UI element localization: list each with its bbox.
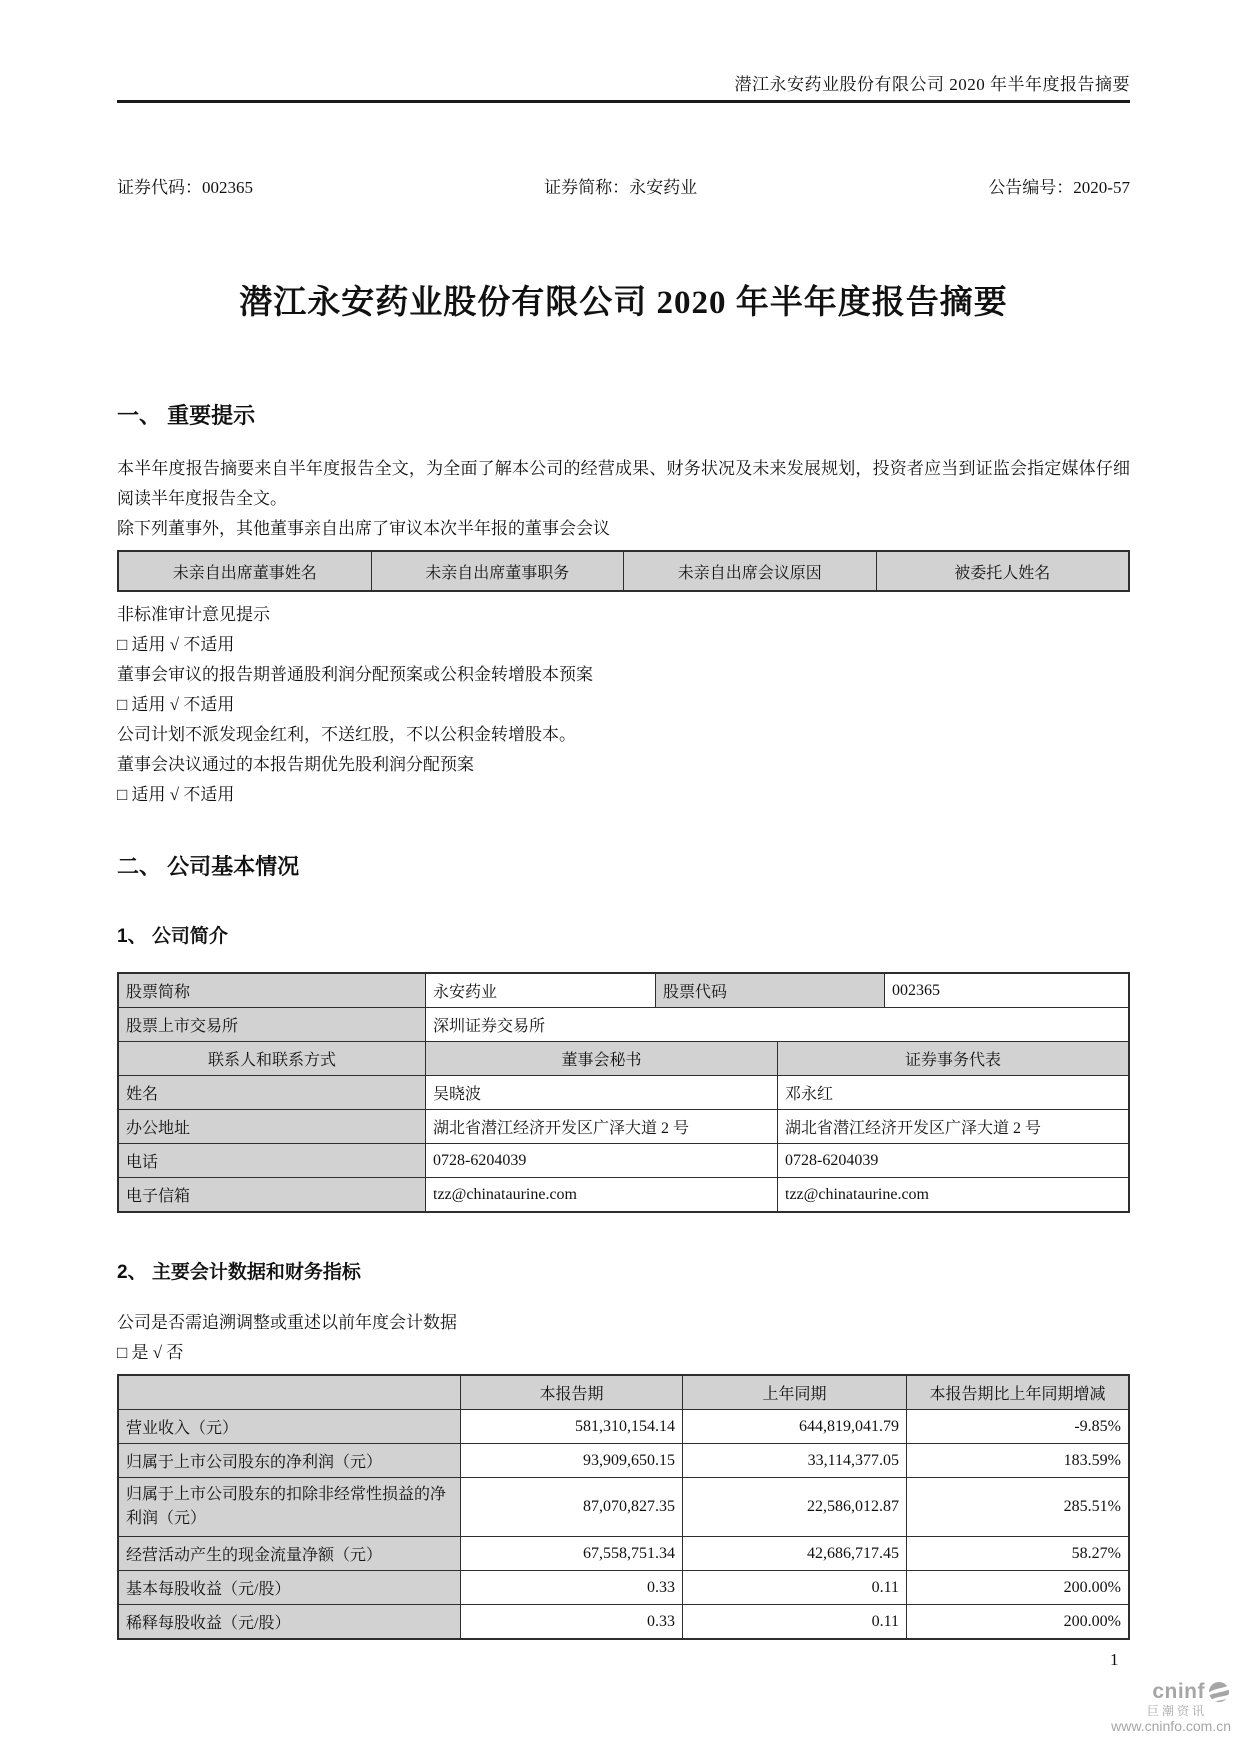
exchange-value-cell: 深圳证券交易所 [425,1008,1128,1041]
table-row [119,1007,1128,1041]
section-heading-company-basics: 二、 公司基本情况 [117,854,300,879]
revenue-current-cell: 581,310,154.14 [460,1410,682,1443]
stock-code: 证券代码：002365 [117,178,253,197]
representative-phone-cell: 0728-6204039 [777,1144,1128,1177]
table-row [119,1570,1128,1604]
phone-label-cell: 电话 [119,1144,425,1177]
important-notice-paragraph: 本半年度报告摘要来自半年度报告全文，为全面了解本公司的经营成果、财务状况及未来发展规划，投资者应当到证监会指定媒体仔细阅读半年度报告全文。 [117,459,1130,508]
operating-cash-flow-current-cell: 67,558,751.34 [460,1537,682,1570]
cninfo-url: www.cninfo.com.cn [1111,1718,1231,1735]
applicable-checkbox-line-1: □ 适用 √ 不适用 [117,635,235,654]
page-title: 潜江永安药业股份有限公司 2020 年半年度报告摘要 [239,285,1008,321]
restatement-question: 公司是否需追溯调整或重述以前年度会计数据 [117,1313,457,1332]
absent-table-header-position: 未亲自出席董事职务 [371,552,624,590]
absent-directors-table [117,550,1130,592]
secretary-address-cell: 湖北省潜江经济开发区广泽大道 2 号 [425,1110,777,1143]
applicable-checkbox-line-2: □ 适用 √ 不适用 [117,695,235,714]
revenue-change-cell: -9.85% [906,1410,1128,1443]
basic-eps-change-cell: 200.00% [906,1571,1128,1604]
absent-table-header-delegate: 被委托人姓名 [876,552,1129,590]
cninfo-logo-text: cninf [1152,1680,1205,1704]
table-row [119,1443,1128,1477]
office-address-label-cell: 办公地址 [119,1110,425,1143]
dividend-plan-note: 董事会审议的报告期普通股利润分配预案或公积金转增股本预案 [117,665,593,684]
representative-column-header-cell: 证券事务代表 [777,1042,1128,1075]
revenue-label-cell: 营业收入（元） [119,1410,460,1443]
contact-header-cell: 联系人和联系方式 [119,1042,425,1075]
company-profile-table [117,972,1130,1213]
applicable-checkbox-line-3: □ 适用 √ 不适用 [117,785,235,804]
net-profit-prior-cell: 33,114,377.05 [682,1444,906,1477]
secretary-name-cell: 吴晓波 [425,1076,777,1109]
deducted-net-profit-prior-cell: 22,586,012.87 [682,1478,906,1536]
table-row [119,1409,1128,1443]
secretary-column-header-cell: 董事会秘书 [425,1042,777,1075]
page-number: 1 [1110,1650,1119,1669]
cninfo-swirl-icon [1207,1680,1231,1704]
deducted-net-profit-current-cell: 87,070,827.35 [460,1478,682,1536]
announcement-number: 公告编号：2020-57 [988,178,1130,197]
attendance-note: 除下列董事外，其他董事亲自出席了审议本次半年报的董事会会议 [117,519,610,538]
table-row [119,1041,1128,1075]
basic-eps-label-cell: 基本每股收益（元/股） [119,1571,460,1604]
secretary-email-cell: tzz@chinataurine.com [425,1178,777,1211]
header-divider [117,100,1130,103]
prior-period-header-cell: 上年同期 [682,1376,906,1409]
secretary-phone-cell: 0728-6204039 [425,1144,777,1177]
revenue-prior-cell: 644,819,041.79 [682,1410,906,1443]
subsection-heading-company-profile: 1、 公司简介 [117,926,228,947]
absent-table-header-name: 未亲自出席董事姓名 [119,552,371,590]
table-row [119,1604,1128,1638]
deducted-net-profit-label-cell: 归属于上市公司股东的扣除非经常性损益的净利润（元） [119,1478,460,1536]
stock-short-name-value-cell: 永安药业 [425,974,655,1007]
net-profit-label-cell: 归属于上市公司股东的净利润（元） [119,1444,460,1477]
diluted-eps-prior-cell: 0.11 [682,1605,906,1638]
net-profit-current-cell: 93,909,650.15 [460,1444,682,1477]
audit-opinion-note: 非标准审计意见提示 [117,605,270,624]
stock-short-name-label-cell: 股票简称 [119,974,425,1007]
representative-address-cell: 湖北省潜江经济开发区广泽大道 2 号 [777,1110,1128,1143]
representative-email-cell: tzz@chinataurine.com [777,1178,1128,1211]
running-header: 潜江永安药业股份有限公司 2020 年半年度报告摘要 [734,75,1130,94]
securities-info-row [117,173,1130,198]
change-header-cell: 本报告期比上年同期增减 [906,1376,1128,1409]
empty-header-cell [119,1376,460,1409]
diluted-eps-current-cell: 0.33 [460,1605,682,1638]
representative-name-cell: 邓永红 [777,1076,1128,1109]
table-row [119,1075,1128,1109]
absent-table-header-reason: 未亲自出席会议原因 [623,552,876,590]
deducted-net-profit-change-cell: 285.51% [906,1478,1128,1536]
net-profit-change-cell: 183.59% [906,1444,1128,1477]
operating-cash-flow-prior-cell: 42,686,717.45 [682,1537,906,1570]
preferred-dividend-note: 董事会决议通过的本报告期优先股利润分配预案 [117,755,474,774]
table-row [119,974,1128,1007]
contact-name-label-cell: 姓名 [119,1076,425,1109]
yes-no-checkbox-line: □ 是 √ 否 [117,1343,184,1362]
cninfo-subtitle: 巨潮资讯 [1146,1704,1207,1718]
stock-short-name: 证券简称：永安药业 [544,178,698,197]
operating-cash-flow-change-cell: 58.27% [906,1537,1128,1570]
stock-code-value-cell: 002365 [884,974,1128,1007]
table-header-row [119,1376,1128,1409]
no-dividend-note: 公司计划不派发现金红利，不送红股，不以公积金转增股本。 [117,725,576,744]
table-row [119,1536,1128,1570]
email-label-cell: 电子信箱 [119,1178,425,1211]
basic-eps-prior-cell: 0.11 [682,1571,906,1604]
table-row [119,1109,1128,1143]
stock-code-label-cell: 股票代码 [655,974,884,1007]
table-row [119,1143,1128,1177]
financial-indicators-table [117,1374,1130,1640]
subsection-heading-financial-data: 2、 主要会计数据和财务指标 [117,1262,361,1283]
section-heading-important-notice: 一、 重要提示 [117,403,256,428]
exchange-label-cell: 股票上市交易所 [119,1008,425,1041]
table-row [119,1177,1128,1211]
current-period-header-cell: 本报告期 [460,1376,682,1409]
diluted-eps-label-cell: 稀释每股收益（元/股） [119,1605,460,1638]
cninfo-logo [1081,1680,1231,1735]
operating-cash-flow-label-cell: 经营活动产生的现金流量净额（元） [119,1537,460,1570]
table-row [119,1477,1128,1536]
diluted-eps-change-cell: 200.00% [906,1605,1128,1638]
basic-eps-current-cell: 0.33 [460,1571,682,1604]
